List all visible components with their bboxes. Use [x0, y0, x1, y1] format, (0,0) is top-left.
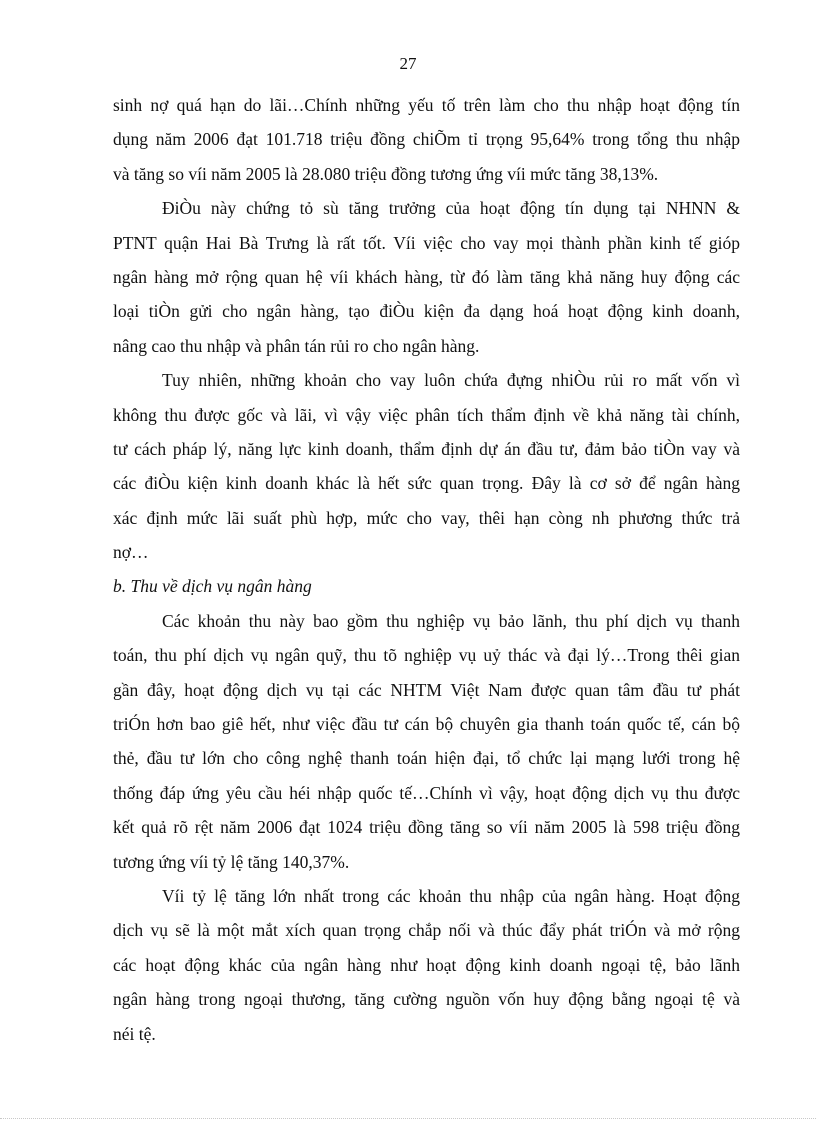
text-line: Tuy nhiên, những khoản cho vay luôn chứa đựng nhiÒu rủi ro mất vốn vì: [162, 370, 740, 391]
text-line: nợ…: [113, 542, 149, 563]
text-line: xác định mức lãi suất phù hợp, mức cho vay, thêi hạn còng nh phương thức trả: [113, 507, 740, 528]
text-line: thẻ, đầu tư lớn cho công nghệ thanh toán hiện đại, tổ chức lại mạng lưới trong hệ: [113, 748, 740, 769]
text-line: néi tệ.: [113, 1023, 156, 1044]
text-line: Víi tỷ lệ tăng lớn nhất trong các khoản thu nhập của ngân hàng. Hoạt động: [162, 885, 740, 906]
text-line: và tăng so víi năm 2005 là 28.080 triệu đồng tương ứng víi mức tăng 38,13%.: [113, 163, 659, 184]
text-line: toán, thu phí dịch vụ ngân quỹ, thu tõ nghiệp vụ uỷ thác và đại lý…Trong thêi gian: [113, 645, 740, 666]
text-line: thống đáp ứng yêu cầu héi nhập quốc tế…Chính vì vậy, hoạt động dịch vụ thu được: [113, 782, 740, 803]
page-bottom-divider: [0, 1118, 816, 1119]
text-line: dụng năm 2006 đạt 101.718 triệu đồng chiÕm tỉ trọng 95,64% trong tổng thu nhập: [113, 129, 740, 150]
text-line: tư cách pháp lý, năng lực kinh doanh, thẩm định dự án đầu tư, đảm bảo tiÒn vay và: [113, 438, 740, 459]
text-line: triÓn hơn bao giê hết, như việc đầu tư cán bộ chuyên gia thanh toán quốc tế, cán bộ: [113, 714, 740, 735]
page-number: 27: [399, 54, 417, 73]
text-line: loại tiÒn gửi cho ngân hàng, tạo điÒu kiện đa dạng hoá hoạt động kinh doanh,: [113, 301, 740, 322]
text-line: tương ứng víi tỷ lệ tăng 140,37%.: [113, 851, 350, 872]
text-line: nâng cao thu nhập và phân tán rủi ro cho ngân hàng.: [113, 335, 480, 356]
section-heading: b. Thu về dịch vụ ngân hàng: [113, 576, 312, 597]
text-line: ngân hàng trong ngoại thương, tăng cường nguồn vốn huy động bằng ngoại tệ và: [113, 989, 740, 1010]
text-line: các điÒu kiện kinh doanh khác là hết sức quan trọng. Đây là cơ sở để ngân hàng: [113, 473, 740, 494]
text-line: sinh nợ quá hạn do lãi…Chính những yếu tố trên làm cho thu nhập hoạt động tín: [113, 95, 740, 115]
document-body: [113, 88, 740, 1051]
text-line: ngân hàng mở rộng quan hệ víi khách hàng, từ đó làm tăng khả năng huy động các: [113, 266, 740, 287]
text-line: gần đây, hoạt động dịch vụ tại các NHTM Việt Nam được quan tâm đầu tư phát: [113, 679, 740, 700]
text-line: kết quả rõ rệt năm 2006 đạt 1024 triệu đồng tăng so víi năm 2005 là 598 triệu đồng: [113, 817, 740, 838]
text-line: Các khoản thu này bao gồm thu nghiệp vụ bảo lãnh, thu phí dịch vụ thanh: [162, 610, 740, 631]
text-line: các hoạt động khác của ngân hàng như hoạt động kinh doanh ngoại tệ, bảo lãnh: [113, 954, 740, 975]
text-line: dịch vụ sẽ là một mắt xích quan trọng chắp nối và thúc đẩy phát triÓn và mở rộng: [113, 920, 740, 941]
text-line: PTNT quận Hai Bà Trưng là rất tốt. Víi việc cho vay mọi thành phần kinh tế gióp: [113, 232, 740, 253]
text-line: ĐiÒu này chứng tỏ sù tăng trưởng của hoạt động tín dụng tại NHNN &: [162, 198, 740, 219]
text-line: không thu được gốc và lãi, vì vậy việc phân tích thẩm định về khả năng tài chính,: [113, 404, 740, 425]
